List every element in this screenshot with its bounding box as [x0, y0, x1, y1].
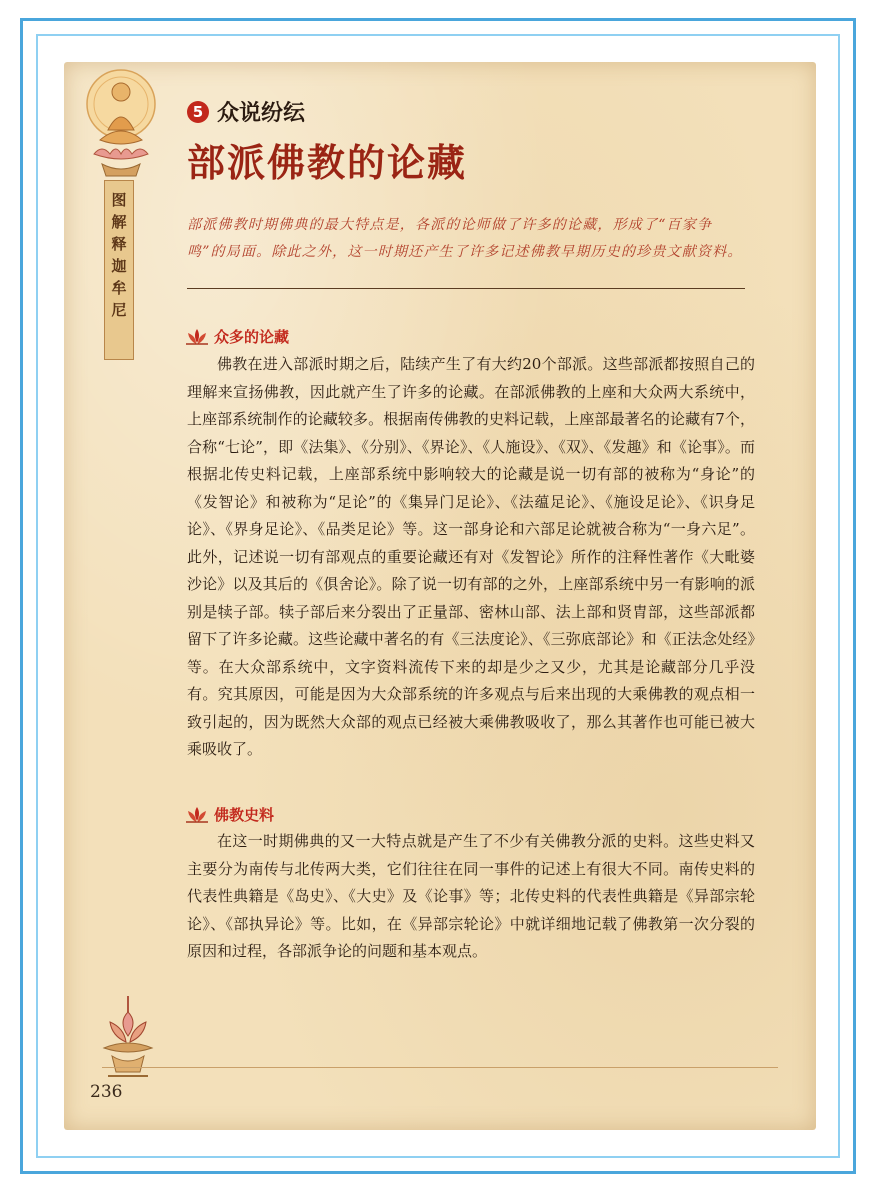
section-name: 众说纷纭: [217, 101, 306, 126]
divider: [187, 288, 745, 289]
lotus-ornament-icon: [98, 992, 158, 1082]
side-char: 尼: [111, 301, 127, 319]
buddha-icon: [82, 64, 160, 182]
side-char: 解: [111, 213, 127, 231]
book-series-tab: [104, 180, 134, 360]
page-number: 236: [90, 1082, 123, 1102]
lotus-icon: [184, 327, 210, 347]
subsection-title: 众多的论藏: [214, 328, 290, 346]
subsection-title: 佛教史料: [214, 806, 275, 824]
page-title: 部派佛教的论藏: [187, 141, 468, 185]
section-number-badge: 5: [187, 101, 209, 123]
subsection-heading: [184, 804, 274, 825]
lotus-icon: [184, 805, 210, 825]
book-page: [64, 62, 816, 1130]
subsection-body: 佛教在进入部派时期之后，陆续产生了有大约20个部派。这些部派都按照自己的理解来宣扬佛教，因此就产生了许多的论藏。在部派佛教的上座和大众两大系统中，上座部系统制作的论藏较多。根据南传佛教的史料记载，上座部最著名的论藏有7个，合称“七论”，即《法集》、《分别》、《界论》、《人施设》、《双》、《发趣》和《论事》。而根据北传史料记载，上座部系统中影响较大的论藏是说一切有部的被称为“身论”的《发智论》和被称为“足论”的《集异门足论》、《法蕴足论》、《施设足论》、《识身足论》、《界身足论》、《品类足论》等。这一部身论和六部足论就被合称为“一身六足”。此外，记述说一切有部观点的重要论藏还有对《发智论》所作的注释性著作《大毗婆沙论》以及其后的《俱舍论》。除了说一切有部的之外，上座部系统中另一有影响的派别是犊子部。犊子部后来分裂出了正量部、密林山部、法上部和贤胄部，这些部派都留下了许多论藏。这些论藏中著名的有《三法度论》、《三弥底部论》和《正法念处经》等。在大众部系统中，文字资料流传下来的却是少之又少，尤其是论藏部分几乎没有。究其原因，可能是因为大众部系统的许多观点与后来出现的大乘佛教的观点相一致引起的，因为既然大众部的观点已经被大乘佛教吸收了，那么其著作也可能已被大乘吸收了。: [187, 355, 755, 758]
side-char: 牟: [111, 279, 127, 297]
side-char: 迦: [111, 257, 127, 275]
footer-divider: [102, 1067, 778, 1068]
subsection-body: 在这一时期佛典的又一大特点就是产生了不少有关佛教分派的史料。这些史料又主要分为南传与北传两大类，它们往往在同一事件的记述上有很大不同。南传史料的代表性典籍是《岛史》、《大史》及《论事》等；北传史料的代表性典籍是《异部宗轮论》、《部执异论》等。比如，在《异部宗轮论》中就详细地记载了佛教第一次分裂的原因和过程，各部派争论的问题和基本观点。: [187, 832, 755, 960]
side-char: 释: [111, 235, 127, 253]
intro-paragraph: 部派佛教时期佛典的最大特点是，各派的论师做了许多的论藏，形成了“百家争鸣”的局面。除此之外，这一时期还产生了许多记述佛教早期历史的珍贵文献资料。: [187, 217, 743, 260]
side-char: 图: [111, 191, 127, 209]
subsection-heading: [184, 326, 289, 347]
section-header: [187, 96, 305, 127]
